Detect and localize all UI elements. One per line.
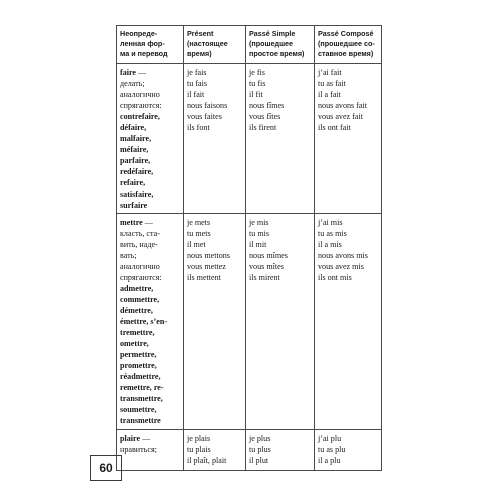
conjugated-form: nous fîmes <box>249 101 285 111</box>
conjugated-form: vous avez mis <box>318 261 364 271</box>
related-verb: redéfaire, <box>120 167 154 177</box>
conjugated-form: vous avez fait <box>318 112 363 122</box>
related-verb: satisfaire, <box>120 189 154 199</box>
infinitive-line <box>120 433 181 444</box>
conjugated-form: tu fis <box>249 79 266 89</box>
conjugated-form: il fait <box>187 90 205 100</box>
conjugated-form: vous mettez <box>187 261 226 271</box>
related-verb: défaire, <box>120 123 147 133</box>
conjugated-form: j’ai mis <box>318 217 343 227</box>
header-line: (прошедшее со- <box>318 38 375 48</box>
conjugated-form: je fais <box>187 68 207 77</box>
header-infinitive <box>117 26 184 64</box>
conjugation-table <box>116 25 382 471</box>
related-verb: surfaire <box>120 200 148 210</box>
translation-line: спрягаются: <box>120 101 162 111</box>
conjugated-form: tu fais <box>187 79 208 89</box>
translation-line: вить, наде- <box>120 239 158 249</box>
conjugated-form: j’ai fait <box>318 68 342 77</box>
related-verb: parfaire, <box>120 156 151 166</box>
conjugated-form: je plais <box>187 433 211 443</box>
infinitive-line <box>120 217 181 228</box>
conjugated-form: il met <box>187 239 206 249</box>
translation-line: нравиться; <box>120 444 157 454</box>
conjugated-form: je fis <box>249 68 265 77</box>
conjugated-form: ils font <box>187 123 210 133</box>
conjugated-form: nous avons fait <box>318 101 368 111</box>
conjugated-form: tu plais <box>187 444 211 454</box>
conjugated-form: il a plu <box>318 455 341 465</box>
conjugated-form: il mit <box>249 239 267 249</box>
translation-line: аналогично <box>120 90 160 100</box>
header-line: Passé Composé <box>318 29 374 38</box>
related-verb: omettre, <box>120 339 149 349</box>
conjugated-form: ils firent <box>249 123 277 133</box>
page-number: 60 <box>90 455 122 481</box>
conjugated-form: nous mettons <box>187 250 230 260</box>
infinitive-cell <box>117 213 184 429</box>
conjugated-form: je plus <box>249 433 271 443</box>
conjugated-form: je mis <box>249 217 269 227</box>
header-line: (прошедшее <box>249 38 294 48</box>
passe-simple-cell <box>246 429 315 470</box>
related-verb: transmettre, <box>120 394 163 404</box>
header-line: время) <box>187 48 212 58</box>
related-verb: malfaire, <box>120 134 152 144</box>
conjugated-form: tu as plu <box>318 444 346 454</box>
header-passe-compose <box>315 26 382 64</box>
related-verb: refaire, <box>120 178 146 188</box>
related-verbs <box>120 111 181 210</box>
translation-line: делать; <box>120 79 145 89</box>
infinitive-line <box>120 67 181 78</box>
conjugated-form: il plaît, plait <box>187 455 227 465</box>
conjugated-form: vous faites <box>187 112 222 122</box>
conjugated-form: ils mettent <box>187 272 221 282</box>
header-line: простое время) <box>249 48 305 58</box>
related-verb: transmettre <box>120 416 161 426</box>
header-line: ленная фор- <box>120 38 165 48</box>
related-verb: démettre, <box>120 305 153 315</box>
translation-line: аналогично <box>120 261 160 271</box>
conjugated-form: il fit <box>249 90 263 100</box>
conjugated-form: ils ont mis <box>318 272 352 282</box>
header-line: (настоящее <box>187 38 228 48</box>
present-cell <box>184 213 246 429</box>
conjugated-form: tu as mis <box>318 228 347 238</box>
conjugated-form: vous fîtes <box>249 112 281 122</box>
related-verb: commettre, <box>120 294 160 304</box>
table-row <box>117 213 382 429</box>
conjugated-form: nous faisons <box>187 101 228 111</box>
conjugated-form: il a fait <box>318 90 341 100</box>
conjugated-form: j’ai plu <box>318 433 342 443</box>
infinitive-dash: — <box>142 217 153 227</box>
related-verb: promettre, <box>120 361 157 371</box>
passe-compose-cell <box>315 213 382 429</box>
conjugated-form: tu mets <box>187 228 211 238</box>
related-verb: remettre, re- <box>120 383 164 393</box>
present-cell <box>184 429 246 470</box>
conjugated-form: ils mirent <box>249 272 280 282</box>
table-row <box>117 429 382 470</box>
related-verb: réadmettre, <box>120 372 161 382</box>
header-line: Présent <box>187 29 214 38</box>
translation-line: класть, ста- <box>120 228 160 238</box>
translation-line: вать; <box>120 250 137 260</box>
header-line: Неопреде- <box>120 29 158 38</box>
infinitive-cell <box>117 64 184 214</box>
related-verb: tremettre, <box>120 328 155 338</box>
header-line: ставное время) <box>318 48 374 58</box>
present-cell <box>184 64 246 214</box>
related-verb: méfaire, <box>120 145 149 155</box>
translation-line: спрягаются: <box>120 272 162 282</box>
passe-simple-cell <box>246 213 315 429</box>
conjugated-form: je mets <box>187 217 211 227</box>
related-verb: permettre, <box>120 350 157 360</box>
conjugated-form: nous mîmes <box>249 250 288 260</box>
infinitive-dash: — <box>136 68 147 77</box>
passe-compose-cell <box>315 429 382 470</box>
related-verbs <box>120 283 181 427</box>
conjugated-form: ils ont fait <box>318 123 351 133</box>
related-verb: admettre, <box>120 283 154 293</box>
header-line: Passé Simple <box>249 29 296 38</box>
conjugated-form: nous avons mis <box>318 250 368 260</box>
related-verb: contrefaire, <box>120 112 160 122</box>
header-line: ма и перевод <box>120 48 168 58</box>
passe-simple-cell <box>246 64 315 214</box>
infinitive-cell <box>117 429 184 470</box>
header-passe-simple <box>246 26 315 64</box>
related-verb: émettre, s’en- <box>120 317 168 327</box>
infinitive-verb: mettre <box>120 217 143 227</box>
related-verb: soumettre, <box>120 405 157 415</box>
conjugated-form: vous mîtes <box>249 261 284 271</box>
infinitive-dash: — <box>140 433 151 443</box>
conjugated-form: il plut <box>249 455 269 465</box>
table-row <box>117 64 382 214</box>
table-header-row <box>117 26 382 64</box>
conjugated-form: tu plus <box>249 444 271 454</box>
header-present <box>184 26 246 64</box>
conjugated-form: tu as fait <box>318 79 346 89</box>
infinitive-verb: faire <box>120 68 137 77</box>
infinitive-verb: plaire <box>120 433 141 443</box>
conjugated-form: il a mis <box>318 239 342 249</box>
passe-compose-cell <box>315 64 382 214</box>
conjugated-form: tu mis <box>249 228 270 238</box>
